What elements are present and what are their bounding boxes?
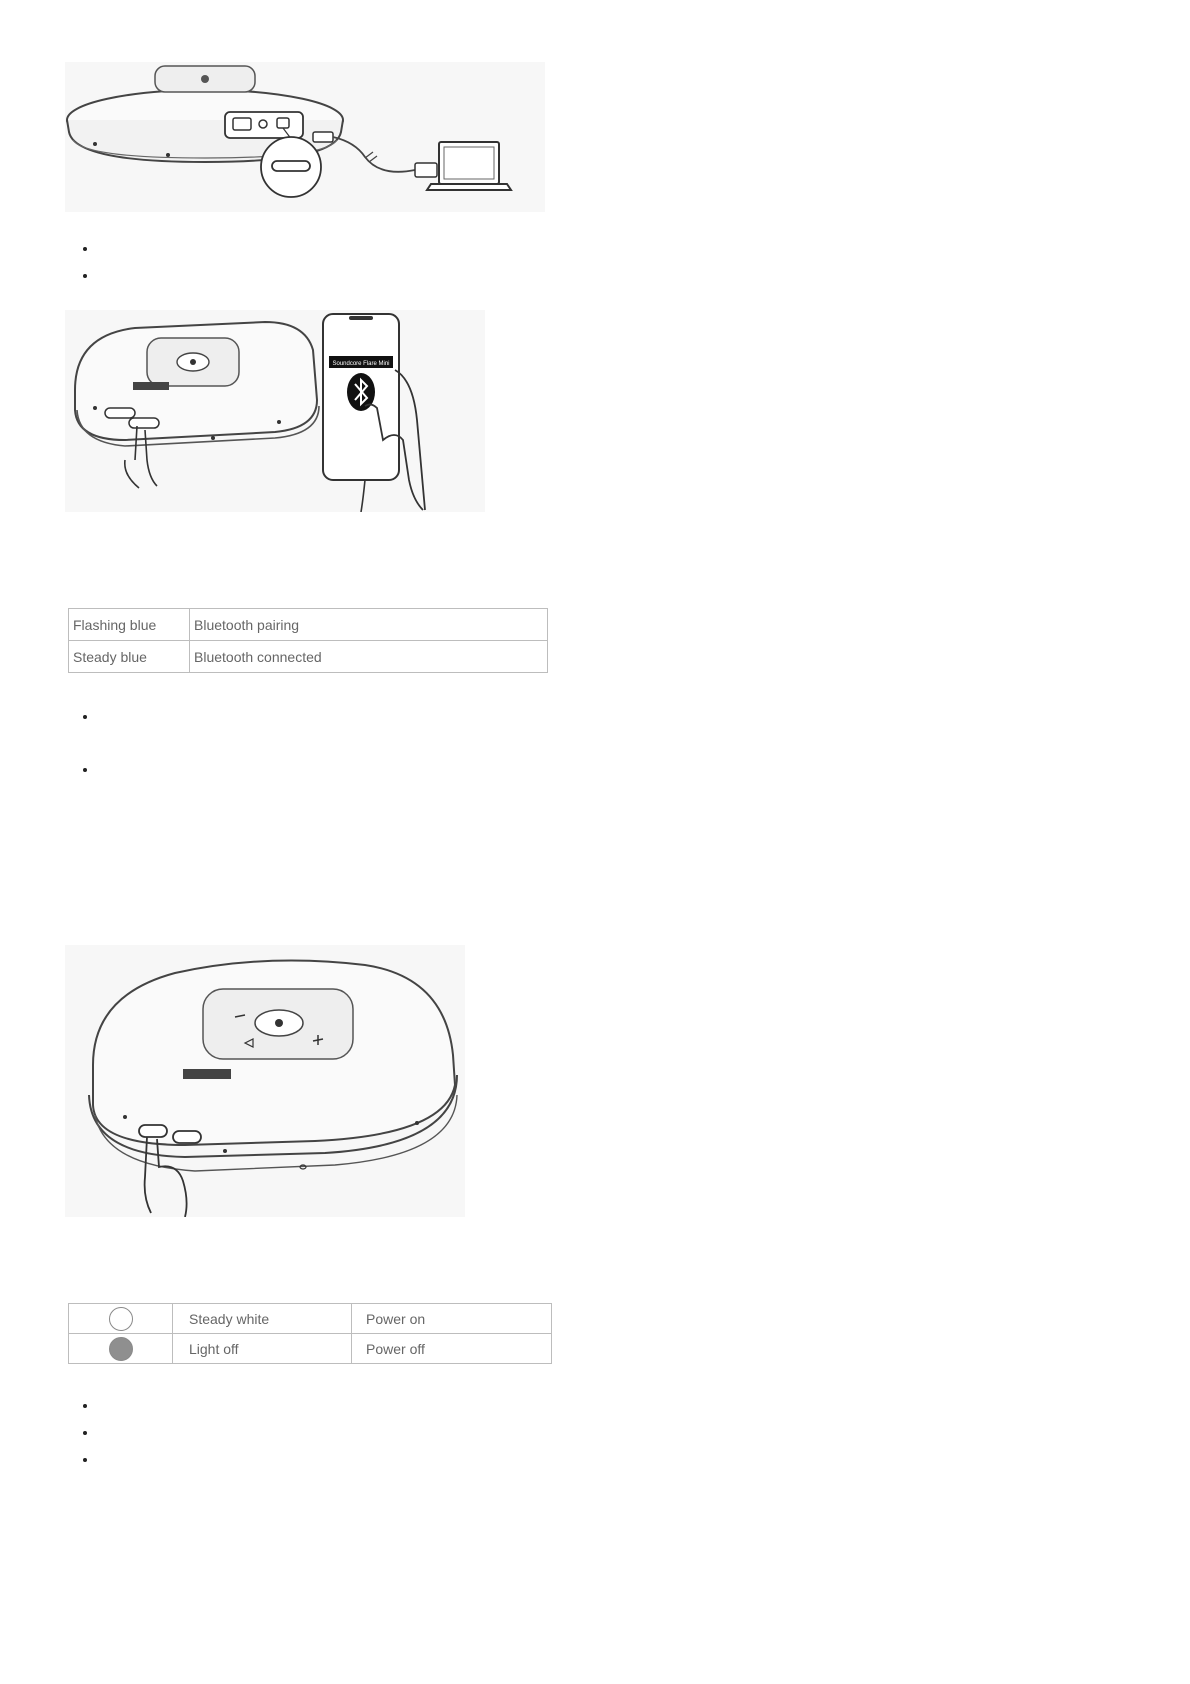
bluetooth-status-table [68,608,548,673]
table-row [69,641,548,673]
bluetooth-pairing-drawing [65,310,485,512]
led-off-indicator [109,1337,133,1361]
indicator-cell: Light off [173,1334,352,1364]
table-row [69,1304,552,1334]
bullet-list-3 [78,1397,98,1478]
led-white-indicator [109,1307,133,1331]
phone-screen-label: Soundcore Flare Mini [332,361,390,367]
status-cell: Power on [352,1304,552,1334]
bluetooth-pairing-illustration [65,310,485,512]
usb-connection-illustration [65,62,545,212]
power-button-drawing [65,945,465,1217]
power-status-table [68,1303,552,1364]
table-row [69,609,548,641]
status-cell: Bluetooth connected [190,641,548,673]
indicator-cell: Flashing blue [69,609,190,641]
power-button-illustration [65,945,465,1217]
bullet-list-2 [78,708,98,814]
led-cell [69,1334,173,1364]
status-cell: Power off [352,1334,552,1364]
led-cell [69,1304,173,1334]
status-cell: Bluetooth pairing [190,609,548,641]
indicator-cell: Steady white [173,1304,352,1334]
table-row [69,1334,552,1364]
usb-connection-drawing [65,62,545,212]
bullet-list-1 [78,240,98,294]
indicator-cell: Steady blue [69,641,190,673]
